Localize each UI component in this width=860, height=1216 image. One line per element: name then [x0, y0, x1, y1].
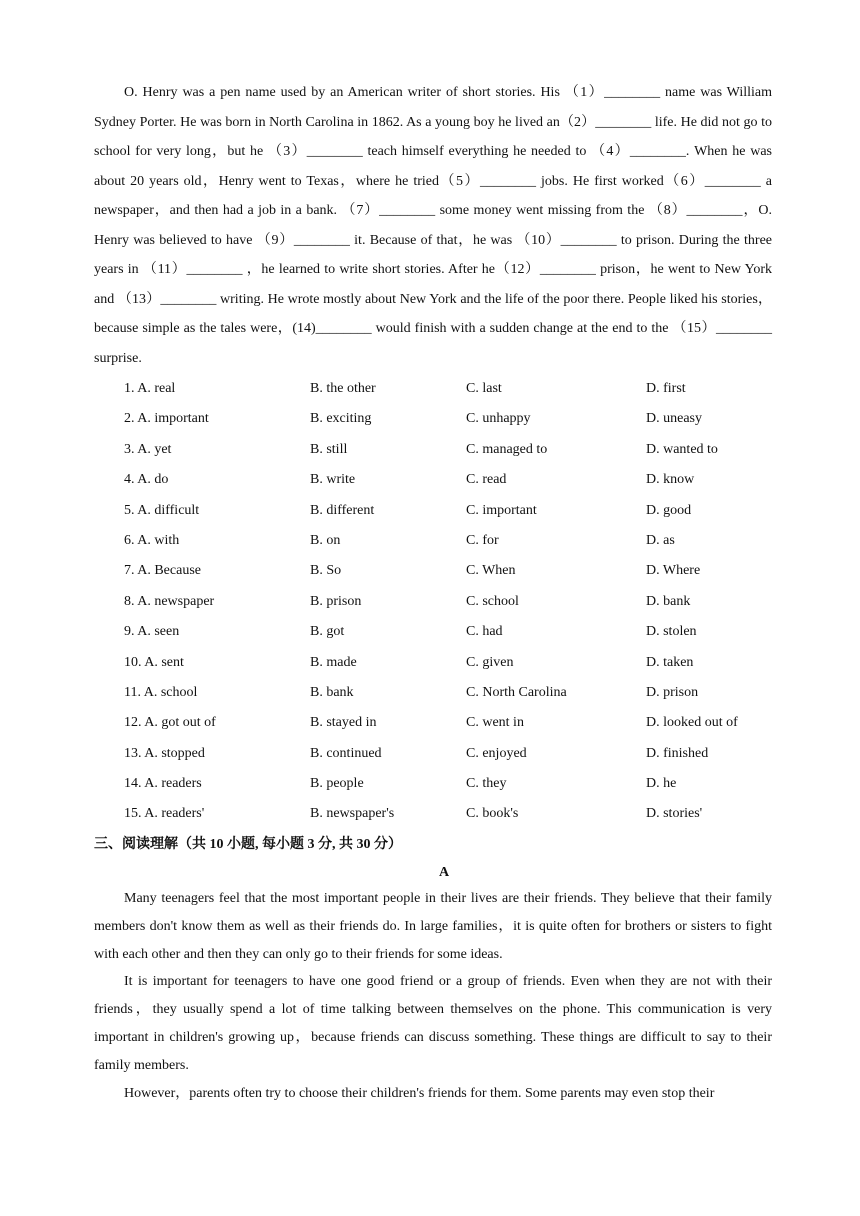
option-choice-d: D. know	[646, 472, 695, 488]
option-choice-c: C. last	[466, 381, 502, 396]
option-row	[124, 769, 824, 799]
option-choice-b: B. the other	[310, 381, 376, 396]
option-choice-d: D. taken	[646, 654, 694, 670]
option-choice-a: 7. A. Because	[124, 563, 201, 579]
option-row	[124, 496, 824, 526]
option-choice-c: C. North Carolina	[466, 684, 567, 700]
option-choice-b: B. people	[310, 776, 364, 792]
option-choice-a: 5. A. difficult	[124, 502, 200, 518]
option-choice-b: B. newspaper's	[310, 806, 395, 822]
option-choice-c: C. read	[466, 472, 507, 488]
option-choice-d: D. wanted to	[646, 441, 718, 457]
option-choice-a: 6. A. with	[124, 532, 180, 548]
option-row	[124, 465, 824, 495]
reading-paragraph: Many teenagers feel that the most important people in their lives are their friends. They believe that their family members don't know them as well as their friends do. In large families，it is quite often for brothers or sisters to fight with each other and then they can only go to their friends for some ideas.	[94, 891, 772, 962]
option-choice-a: 11. A. school	[124, 684, 198, 700]
option-choice-c: C. enjoyed	[466, 745, 527, 761]
option-choice-c: C. had	[466, 624, 503, 640]
option-row	[124, 708, 824, 738]
option-choice-b: B. bank	[310, 684, 354, 700]
option-choice-a: 2. A. important	[124, 411, 209, 427]
option-choice-b: B. on	[310, 532, 341, 548]
passage-label: A	[438, 865, 450, 880]
option-row	[124, 435, 824, 465]
option-choice-b: B. prison	[310, 593, 362, 609]
option-choice-d: D. stolen	[646, 624, 697, 640]
option-choice-b: B. got	[310, 624, 345, 640]
option-choice-a: 4. A. do	[124, 472, 169, 488]
option-choice-a: 15. A. readers'	[124, 806, 205, 822]
option-choice-b: B. continued	[310, 745, 382, 761]
option-choice-d: D. he	[646, 776, 677, 792]
option-choice-d: D. first	[646, 381, 686, 396]
option-choice-d: D. looked out of	[646, 715, 738, 731]
reading-passage	[94, 885, 772, 1107]
option-choice-d: D. uneasy	[646, 411, 702, 427]
option-choice-a: 1. A. real	[124, 381, 176, 396]
option-row	[124, 374, 824, 404]
option-choice-b: B. made	[310, 654, 357, 670]
option-choice-b: B. still	[310, 441, 348, 457]
option-choice-a: 10. A. sent	[124, 654, 184, 670]
option-choice-a: 8. A. newspaper	[124, 593, 215, 609]
option-choice-b: B. write	[310, 472, 356, 488]
option-choice-d: D. finished	[646, 745, 709, 761]
option-choice-c: C. unhappy	[466, 411, 531, 427]
option-choice-c: C. school	[466, 593, 519, 609]
cloze-paragraph: O. Henry was a pen name used by an American writer of short stories. His （1）________ name was William Sydney Porter. He was born in North Carolina in 1862. As a young boy he lived an（2）________ life. He did not go to school for very long，but he （3）________ teach himself everything he needed to （4）________. When he was about 20 years old，Henry went to Texas，where he tried（5）________ jobs. He first worked（6）________ a newspaper，and then had a job in a bank. （7）________ some money went missing from the （8）________，O. Henry was believed to have （9）________ it. Because of that，he was （10）________ to prison. During the three years in （11）________ ，he learned to write short stories. After he（12）________ prison，he went to New York and （13）________ writing. He wrote mostly about New York and the life of the poor there. People liked his stories，because simple as the tales were，(14)________ would finish with a sudden change at the end to the （15）________ surprise.	[94, 85, 772, 366]
option-choice-a: 9. A. seen	[124, 624, 180, 640]
option-choice-b: B. different	[310, 502, 375, 518]
reading-paragraph: However，parents often try to choose their children's friends for them. Some parents may even stop their	[124, 1085, 715, 1101]
option-choice-c: C. managed to	[466, 441, 548, 457]
option-row	[124, 587, 824, 617]
option-row	[124, 556, 824, 586]
answer-options	[124, 374, 824, 830]
option-row	[124, 617, 824, 647]
option-choice-c: C. important	[466, 502, 537, 518]
option-row	[124, 678, 824, 708]
option-choice-b: B. stayed in	[310, 715, 377, 731]
option-choice-d: D. Where	[646, 563, 701, 579]
option-choice-c: C. they	[466, 776, 507, 792]
option-choice-d: D. good	[646, 502, 692, 518]
option-choice-c: C. for	[466, 532, 499, 548]
option-row	[124, 648, 824, 678]
option-choice-c: C. When	[466, 563, 516, 579]
option-choice-a: 14. A. readers	[124, 776, 202, 792]
section-title: 三、阅读理解（共 10 小题, 每小题 3 分, 共 30 分）	[94, 837, 402, 852]
option-choice-d: D. bank	[646, 593, 691, 609]
option-choice-d: D. prison	[646, 684, 699, 700]
option-choice-b: B. exciting	[310, 411, 372, 427]
option-choice-a: 12. A. got out of	[124, 715, 216, 731]
option-choice-b: B. So	[310, 563, 342, 579]
option-choice-c: C. book's	[466, 806, 519, 822]
option-choice-c: C. given	[466, 654, 514, 670]
option-choice-c: C. went in	[466, 715, 524, 731]
option-row	[124, 404, 824, 434]
option-row	[124, 526, 824, 556]
option-choice-a: 13. A. stopped	[124, 745, 205, 761]
cloze-passage	[94, 78, 772, 373]
option-row	[124, 799, 824, 829]
option-row	[124, 739, 824, 769]
option-choice-a: 3. A. yet	[124, 441, 172, 457]
option-choice-d: D. stories'	[646, 806, 703, 822]
reading-paragraph: It is important for teenagers to have one good friend or a group of friends. Even when they are not with their friends，they usually spend a lot of time talking between themselves on the phone. This communication is very important in children's growing up，because friends can discuss something. These things are difficult to say to their family members.	[94, 974, 772, 1073]
option-choice-d: D. as	[646, 532, 675, 548]
